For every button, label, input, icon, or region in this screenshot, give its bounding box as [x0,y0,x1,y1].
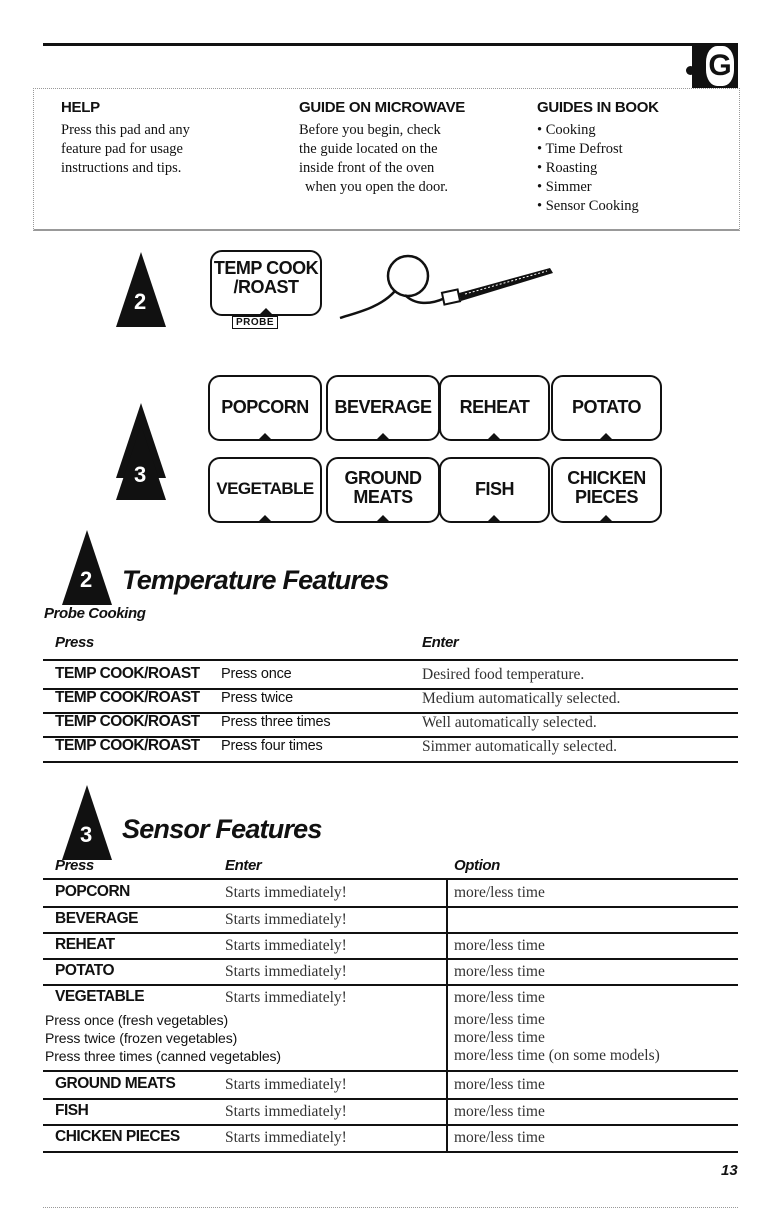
table-row: TEMP COOK/ROAST Press once Desired food temperature. [55,665,585,683]
temperature-probe-illustration [335,253,560,328]
guide-line: inside front of the oven [299,160,435,176]
page-number: 13 [721,1162,738,1179]
table-row: VEGETABLE Starts immediately! more/less time [55,988,545,1006]
vegetable-key [208,457,322,523]
veg-sub-option: more/less time [454,1011,545,1028]
chicken-key-line2: PIECES [574,487,639,507]
table-row: TEMP COOK/ROAST Press twice Medium automatically selected. [55,689,621,707]
reheat-key-label: REHEAT [459,397,530,417]
potato-key [551,375,662,441]
veg-sub-line: Press once (fresh vegetables) [45,1012,229,1028]
top-rule [43,43,738,46]
temp-key-line1: TEMP COOK [213,258,319,278]
veg-sub-line: Press twice (frozen vegetables) [45,1030,238,1046]
help-line: Press this pad and any [61,122,190,138]
temp-key-line2: /ROAST [233,277,299,297]
guide-heading: GUIDE ON MICROWAVE [299,99,465,116]
help-line: instructions and tips. [61,160,182,176]
step-2-badge: 2 [116,252,166,327]
beverage-key [326,375,440,441]
section-tab [692,46,738,88]
bottom-rule [43,1207,738,1209]
ground-meats-key-line1: GROUND [344,468,422,488]
book-item: • Time Defrost [537,140,732,159]
ground-meats-key-line2: MEATS [353,487,413,507]
sensor-title: Sensor Features [122,814,322,844]
table-row: BEVERAGE Starts immediately! [55,910,347,928]
chicken-pieces-key [551,457,662,523]
temperature-title: Temperature Features [122,565,389,595]
table-row: TEMP COOK/ROAST Press four times Simmer automatically selected. [55,737,617,755]
table-row: REHEAT Starts immediately! more/less time [55,936,545,954]
section-tab-icon: G [706,46,734,86]
sensor-col-enter: Enter [225,857,262,874]
temp-cook-key [210,250,322,316]
temperature-badge: 2 [62,530,112,605]
table-row: FISH Starts immediately! more/less time [55,1102,545,1120]
table-row: TEMP COOK/ROAST Press three times Well automatically selected. [55,713,597,731]
fish-key-label: FISH [474,479,514,499]
probe-label: PROBE [232,316,278,329]
book-heading: GUIDES IN BOOK [537,99,659,116]
help-heading: HELP [61,99,100,116]
fish-key [439,457,550,523]
guide-column [299,99,529,197]
table-row: GROUND MEATS Starts immediately! more/less time [55,1075,545,1093]
veg-sub-option: more/less time (on some models) [454,1047,660,1064]
sensor-badge: 3 [62,785,112,860]
book-item: • Cooking [537,121,732,140]
popcorn-key-label: POPCORN [221,397,309,417]
probe-cooking-subtitle: Probe Cooking [44,605,146,622]
temp-col-press: Press [55,634,94,651]
chicken-key-line1: CHICKEN [567,468,646,488]
sensor-col-option: Option [454,857,500,874]
step-3-badge: 3 [116,425,166,500]
guide-line: Before you begin, check [299,122,441,138]
help-column [61,99,291,178]
book-column [537,99,732,216]
popcorn-key [208,375,322,441]
guide-line: when you open the door. [305,179,448,195]
veg-sub-line: Press three times (canned vegetables) [45,1048,281,1064]
table-row: POTATO Starts immediately! more/less time [55,962,545,980]
table-row: CHICKEN PIECES Starts immediately! more/less time [55,1128,545,1146]
book-item: • Simmer [537,178,732,197]
potato-key-label: POTATO [572,397,641,417]
ground-meats-key [326,457,440,523]
sensor-col-press: Press [55,857,94,874]
beverage-key-label: BEVERAGE [334,397,432,417]
table-row: POPCORN Starts immediately! more/less time [55,883,545,901]
reheat-key [439,375,550,441]
veg-sub-option: more/less time [454,1029,545,1046]
guide-line: the guide located on the [299,141,438,157]
divider [43,659,738,661]
help-info-box [33,88,740,231]
help-line: feature pad for usage [61,141,183,157]
book-item: • Sensor Cooking [537,197,732,216]
vegetable-key-label: VEGETABLE [216,479,314,498]
book-item: • Roasting [537,159,732,178]
temp-col-enter: Enter [422,634,459,651]
